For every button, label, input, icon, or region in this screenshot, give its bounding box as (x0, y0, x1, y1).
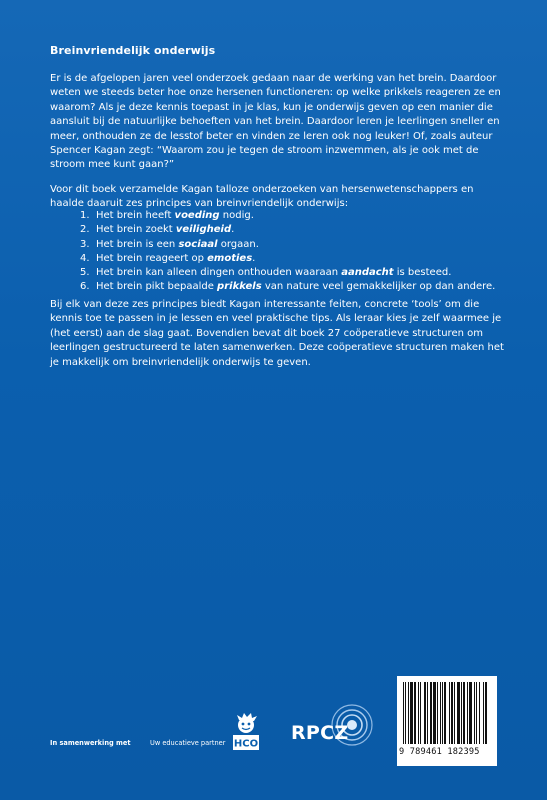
barcode-bar (430, 682, 432, 744)
barcode-bar (463, 682, 465, 744)
tagline-label: Uw educatieve partner (150, 739, 226, 747)
barcode-bar (408, 682, 409, 744)
barcode-bar (483, 682, 484, 744)
barcode-bar (424, 682, 426, 744)
barcode-bar (420, 682, 421, 744)
barcode-bar (414, 682, 416, 744)
intro-paragraph: Er is de afgelopen jaren veel onderzoek gedaan naar de werking van het brein. Daardoor weten we steeds beter hoe onze hersenen functioneren: op welke prikkels reageren ze en waarom? Als je deze kennis toepast in je klas, kun je onderwijs geven op een manier die aansluit bij de natuurlijke behoeften van het brein. Daardoor leren je leerlingen sneller en meer, onthouden ze de lesstof beter en vinden ze leren ook nog leuker! Of, zoals auteur Spencer Kagan zegt: “Waarom zou je tegen de stroom inzwemmen, als je ook met de stroom mee kunt gaan?” (50, 73, 501, 171)
principle-item: 2. Het brein zoekt veiligheid. (80, 224, 235, 236)
barcode-bar (403, 682, 404, 744)
principle-item: 6. Het brein pikt bepaalde prikkels van nature veel gemakkelijker op dan andere. (80, 281, 496, 293)
principle-item: 3. Het brein is een sociaal orgaan. (80, 238, 259, 250)
barcode-bar (476, 682, 477, 744)
barcode-bar (442, 682, 443, 744)
principles-list (80, 209, 520, 295)
principle-item: 4. Het brein reageert op emoties. (80, 252, 256, 264)
partner-label: In samenwerking met (50, 739, 131, 747)
barcode-bar (437, 682, 438, 744)
barcode-bar (474, 682, 475, 744)
rpcz-wordmark: RPCZ (291, 722, 349, 744)
barcode-bar (427, 682, 428, 744)
barcode-bar (410, 682, 413, 744)
barcode-bar (479, 682, 480, 744)
barcode-bar (457, 682, 460, 744)
hco-logo (230, 713, 262, 753)
outro-paragraph: Bij elk van deze zes principes biedt Kagan interessante feiten, concrete ‘tools’ om die kennis toe te passen in je lessen en veel praktische tips. Als leraar kies je zelf waarmee je (het eerst) aan de slag gaat. Bovendien bevat dit boek 27 coöperatieve structuren om leerlingen gestructureerd te laten samenwerken. Deze coöperatieve structuren maken het je makkelijk om breinvriendelijk onderwijs te geven. (50, 299, 504, 368)
barcode-bar (449, 682, 450, 744)
barcode-bar (405, 682, 406, 744)
cover-title: Breinvriendelijk onderwijs (50, 44, 216, 57)
principle-item: 5. Het brein kan alleen dingen onthouden waaraan aandacht is besteed. (80, 267, 452, 279)
barcode-bar (451, 682, 453, 744)
barcode-bar (461, 682, 462, 744)
barcode-bar (485, 682, 487, 744)
lead-paragraph: Voor dit boek verzamelde Kagan talloze onderzoeken van hersenwetenschappers en haalde daaruit zes principes van breinvriendelijk onderwijs: (50, 184, 474, 210)
barcode-bars (401, 682, 493, 746)
barcode-bar (469, 682, 472, 744)
barcode-bar (444, 682, 446, 744)
barcode (397, 676, 497, 766)
barcode-bar (440, 682, 441, 744)
principle-item: 1. Het brein heeft voeding nodig. (80, 210, 254, 221)
hco-logo-text: HCO (233, 738, 259, 750)
barcode-bar (454, 682, 455, 744)
isbn-number: 9 789461 182395 (399, 747, 480, 757)
barcode-bar (418, 682, 419, 744)
barcode-bar (433, 682, 436, 744)
barcode-bar (467, 682, 468, 744)
